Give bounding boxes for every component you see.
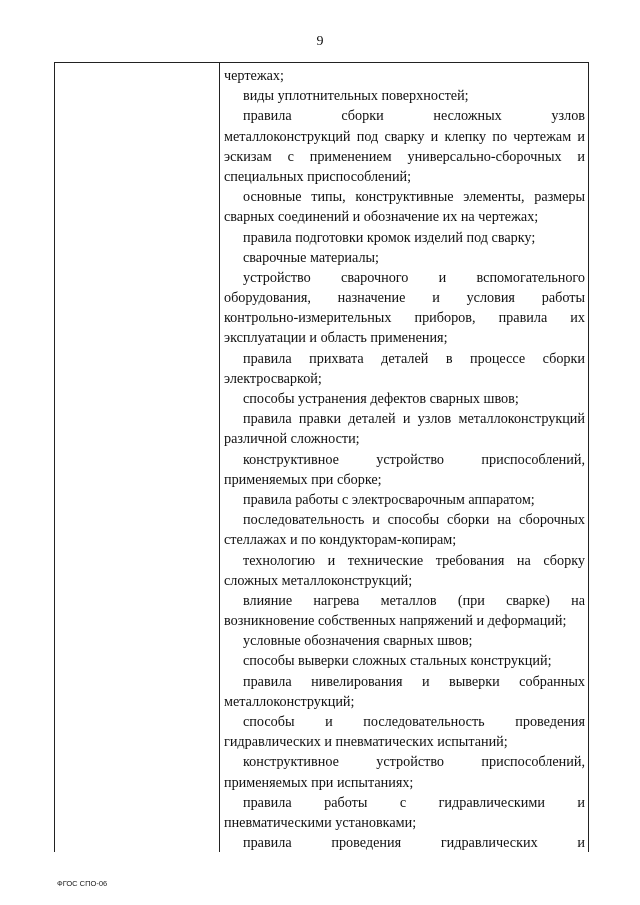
text-line: правила работы с гидравлическими и [243,794,585,811]
text-line: применяемых при испытаниях; [224,774,414,791]
text-line: виды уплотнительных поверхностей; [243,88,469,105]
page-number: 9 [316,34,324,49]
text-line: конструктивное устройство приспособлений, [243,754,585,771]
content-table [54,62,589,852]
text-line: влияние нагрева металлов (при сварке) на [243,592,585,609]
text-line: правила подготовки кромок изделий под сварку; [243,229,536,246]
requirements-text [219,66,588,853]
text-line: основные типы, конструктивные элементы, размеры [243,189,585,206]
text-line: правила прихвата деталей в процессе сборки [243,350,585,367]
text-line: сложных металлоконструкций; [224,572,413,589]
text-line: чертежах; [224,68,284,84]
text-line: контрольно-измерительных приборов, правила их [224,310,585,327]
text-line: стеллажах и по кондукторам-копирам; [224,532,457,549]
text-line: правила сборки несложных узлов [243,108,585,125]
text-line: гидравлических и пневматических испытаний; [224,734,508,751]
text-line: способы и последовательность проведения [243,714,585,730]
text-line: различной сложности; [224,431,360,448]
text-line: возникновение собственных напряжений и деформаций; [224,613,567,630]
text-line: правила работы с электросварочным аппаратом; [243,491,535,508]
text-line: правила нивелирования и выверки собранных [243,673,585,690]
text-line: специальных приспособлений; [224,168,412,185]
text-line: способы выверки сложных стальных конструкций; [243,653,552,670]
text-line: последовательность и способы сборки на сборочных [243,512,585,529]
text-line: способы устранения дефектов сварных швов; [243,391,519,407]
text-line: металлоконструкций под сварку и клепку по чертежам и [224,128,585,145]
text-line: правила правки деталей и узлов металлоконструкций [243,411,585,428]
text-line: применяемых при сборке; [224,471,382,488]
text-line: конструктивное устройство приспособлений, [243,451,585,468]
text-line: эскизам с применением универсально-сборочных и [224,148,585,165]
text-line: пневматическими установками; [224,814,417,831]
text-line: устройство сварочного и вспомогательного [243,269,585,286]
text-line: условные обозначения сварных швов; [243,633,473,650]
text-line: эксплуатации и область применения; [224,330,448,347]
text-line: сварных соединений и обозначение их на чертежах; [224,209,539,226]
text-line: сварочные материалы; [243,249,379,266]
document-footer: ФГОС СПО-06 [57,879,108,888]
text-line: металлоконструкций; [224,693,355,710]
text-line: правила проведения гидравлических и [243,835,585,852]
text-line: оборудования, назначение и условия работы [224,290,585,307]
text-line: технологию и технические требования на сборку [243,552,585,569]
text-line: электросваркой; [224,370,322,387]
